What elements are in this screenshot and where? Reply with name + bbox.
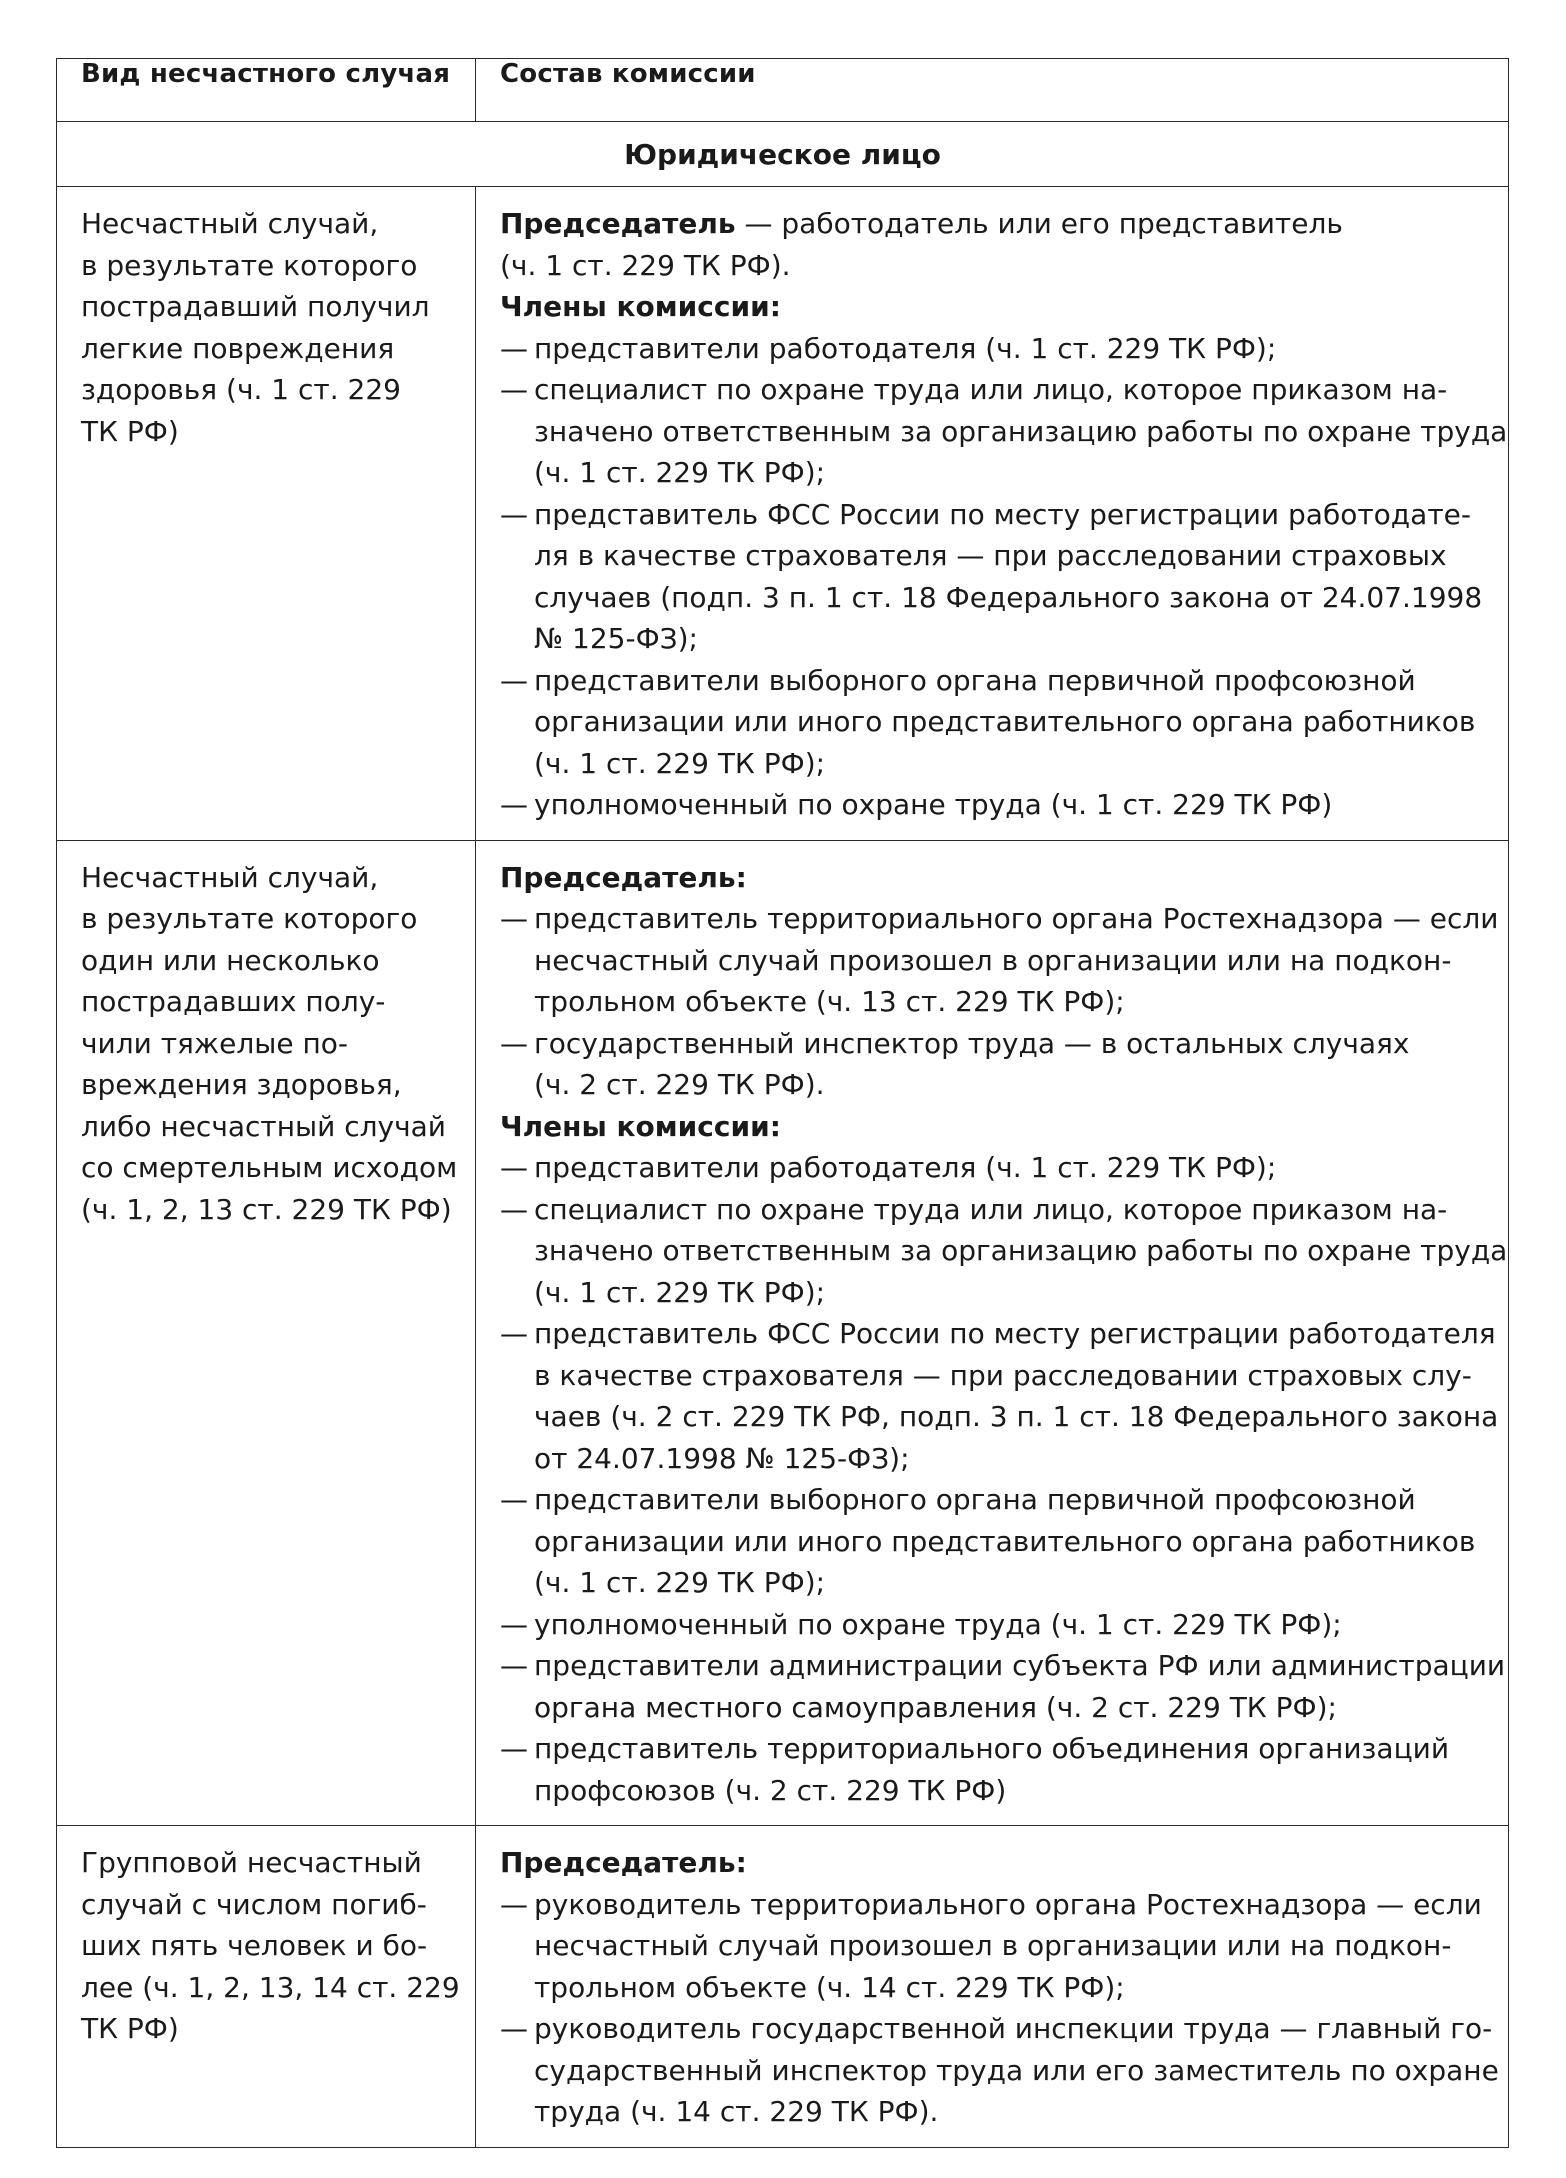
list-item xyxy=(500,494,1484,660)
table-row xyxy=(57,840,1509,1826)
commission-cell xyxy=(476,840,1509,1826)
chair-line xyxy=(500,203,1484,245)
text-line: труда (ч. 14 ст. 229 ТК РФ). xyxy=(534,2095,939,2128)
accident-type-cell xyxy=(57,1826,476,2148)
text-line: несчастный случай произошел в организации или на подкон- xyxy=(534,1929,1452,1962)
text-line: либо несчастный случай xyxy=(81,1109,446,1143)
text-line: сударственный инспектор труда или его заместитель по охране xyxy=(534,2053,1499,2087)
list-item xyxy=(500,1728,1484,1811)
chair-label: Председатель xyxy=(500,207,736,240)
dash-marker: — xyxy=(500,1026,528,1060)
list-item xyxy=(500,784,1484,826)
text-line: № 125-ФЗ); xyxy=(534,622,698,655)
dash-marker: — xyxy=(500,1607,528,1641)
text-line: (ч. 1, 2, 13 ст. 229 ТК РФ) xyxy=(81,1192,452,1226)
dash-marker: — xyxy=(500,902,528,935)
text-line: руководитель государственной инспекции труда — главный го- xyxy=(534,2012,1493,2045)
text-line: уполномоченный по охране труда (ч. 1 ст. 229 ТК РФ) xyxy=(534,788,1333,821)
chair-text: — работодатель или его представитель xyxy=(735,207,1343,240)
commission-table xyxy=(56,58,1509,2148)
text-line: здоровья (ч. 1 ст. 229 xyxy=(81,373,401,406)
list-item xyxy=(500,1884,1484,2009)
text-line: легкие повреждения xyxy=(81,331,395,365)
list-item xyxy=(500,2008,1499,2133)
accident-type-cell xyxy=(57,187,476,841)
text-line: пострадавших полу- xyxy=(81,985,386,1018)
text-line: (ч. 1 ст. 229 ТК РФ); xyxy=(534,1566,826,1599)
text-line: руководитель территориального органа Ростехнадзора — если xyxy=(534,1887,1482,1921)
text-line: (ч. 2 ст. 229 ТК РФ). xyxy=(534,1068,825,1101)
text-line: государственный инспектор труда — в остальных случаях xyxy=(534,1026,1410,1060)
text-line: (ч. 1 ст. 229 ТК РФ). xyxy=(500,248,791,282)
text-line: представители работодателя (ч. 1 ст. 229 ТК РФ); xyxy=(534,1151,1277,1184)
text-line: (ч. 1 ст. 229 ТК РФ); xyxy=(534,746,826,780)
commission-cell xyxy=(476,1826,1509,2148)
dash-marker: — xyxy=(500,1192,528,1226)
text-line: органа местного самоуправления (ч. 2 ст. 229 ТК РФ); xyxy=(534,1690,1337,1724)
text-line: случай с числом погиб- xyxy=(81,1887,427,1921)
header-row xyxy=(57,59,1509,122)
text-line: несчастный случай произошел в организации или на подкон- xyxy=(534,943,1452,977)
members-label: Члены комиссии: xyxy=(500,1109,781,1143)
dash-marker: — xyxy=(500,497,528,531)
text-line: от 24.07.1998 № 125-ФЗ); xyxy=(534,1441,910,1475)
text-line: чаев (ч. 2 ст. 229 ТК РФ, подп. 3 п. 1 ст. 18 Федерального закона xyxy=(534,1400,1499,1433)
list-item xyxy=(500,898,1499,1023)
text-line: трольном объекте (ч. 14 ст. 229 ТК РФ); xyxy=(534,1970,1125,2004)
text-line: представитель территориального объединения организаций xyxy=(534,1732,1450,1765)
list-item xyxy=(500,1147,1484,1189)
text-line: организации или иного представительного органа работников xyxy=(534,705,1476,738)
text-line: специалист по охране труда или лицо, которое приказом на- xyxy=(534,1192,1448,1226)
text-line: организации или иного представительного органа работников xyxy=(534,1524,1476,1558)
chair-label: Председатель: xyxy=(500,1846,747,1879)
text-line: представители работодателя (ч. 1 ст. 229 ТК РФ); xyxy=(534,331,1277,365)
header-accident-type: Вид несчастного случая xyxy=(57,59,476,122)
text-line: Несчастный случай, xyxy=(81,860,379,894)
dash-marker: — xyxy=(500,788,528,821)
text-line: уполномоченный по охране труда (ч. 1 ст. 229 ТК РФ); xyxy=(534,1607,1342,1641)
text-line: представитель ФСС России по месту регистрации работодателя xyxy=(534,1317,1496,1350)
text-line: в результате которого xyxy=(81,902,418,935)
text-line: ших пять человек и бо- xyxy=(81,1929,428,1962)
text-line: чили тяжелые по- xyxy=(81,1026,349,1060)
dash-marker: — xyxy=(500,1732,528,1765)
members-label: Члены комиссии: xyxy=(500,290,781,323)
text-line: (ч. 1 ст. 229 ТК РФ); xyxy=(534,1275,826,1309)
dash-marker: — xyxy=(500,663,528,697)
text-line: специалист по охране труда или лицо, которое приказом на- xyxy=(534,373,1448,406)
text-line: (ч. 1 ст. 229 ТК РФ); xyxy=(534,456,826,489)
dash-marker: — xyxy=(500,1483,528,1516)
text-line: случаев (подп. 3 п. 1 ст. 18 Федерального закона от 24.07.1998 xyxy=(534,580,1483,614)
dash-marker: — xyxy=(500,1317,528,1350)
accident-type-cell xyxy=(57,840,476,1826)
dash-marker: — xyxy=(500,1649,528,1682)
list-item xyxy=(500,1189,1508,1314)
chair-label: Председатель: xyxy=(500,860,747,894)
text-line: со смертельным исходом xyxy=(81,1151,458,1184)
text-line: значено ответственным за организацию работы по охране труда xyxy=(534,1234,1508,1267)
text-line: вреждения здоровья, xyxy=(81,1068,402,1101)
section-title: Юридическое лицо xyxy=(57,122,1509,187)
text-line: лее (ч. 1, 2, 13, 14 ст. 229 xyxy=(81,1970,460,2004)
list-item xyxy=(500,1645,1506,1728)
list-item xyxy=(500,660,1484,785)
text-line: ля в качестве страхователя — при расследовании страховых xyxy=(534,539,1447,572)
text-line: представители выборного органа первичной профсоюзной xyxy=(534,663,1416,697)
dash-marker: — xyxy=(500,1887,528,1921)
table-row xyxy=(57,187,1509,841)
table-row xyxy=(57,1826,1509,2148)
text-line: один или несколько xyxy=(81,943,380,977)
dash-marker: — xyxy=(500,2012,528,2045)
text-line: в результате которого xyxy=(81,248,418,282)
list-item xyxy=(500,1479,1484,1604)
dash-marker: — xyxy=(500,1151,528,1184)
list-item xyxy=(500,1604,1484,1646)
dash-marker: — xyxy=(500,331,528,365)
text-line: Групповой несчастный xyxy=(81,1846,422,1879)
list-item xyxy=(500,1023,1484,1106)
header-commission-composition: Состав комиссии xyxy=(476,59,1509,122)
list-item xyxy=(500,328,1484,370)
text-line: ТК РФ) xyxy=(81,414,179,448)
dash-marker: — xyxy=(500,373,528,406)
commission-cell xyxy=(476,187,1509,841)
text-line: значено ответственным за организацию работы по охране труда xyxy=(534,414,1508,448)
text-line: представители администрации субъекта РФ или администрации xyxy=(534,1649,1506,1682)
text-line: пострадавший получил xyxy=(81,290,430,323)
list-item xyxy=(500,1313,1499,1479)
text-line: представитель территориального органа Ростехнадзора — если xyxy=(534,902,1499,935)
text-line: представитель ФСС России по месту регистрации работодате- xyxy=(534,497,1471,531)
text-line: профсоюзов (ч. 2 ст. 229 ТК РФ) xyxy=(534,1773,1007,1807)
text-line: ТК РФ) xyxy=(81,2012,179,2045)
section-row xyxy=(57,122,1509,187)
text-line: Несчастный случай, xyxy=(81,207,379,240)
list-item xyxy=(500,369,1508,494)
text-line: трольном объекте (ч. 13 ст. 229 ТК РФ); xyxy=(534,985,1125,1018)
text-line: в качестве страхователя — при расследовании страховых слу- xyxy=(534,1358,1472,1392)
text-line: представители выборного органа первичной профсоюзной xyxy=(534,1483,1416,1516)
